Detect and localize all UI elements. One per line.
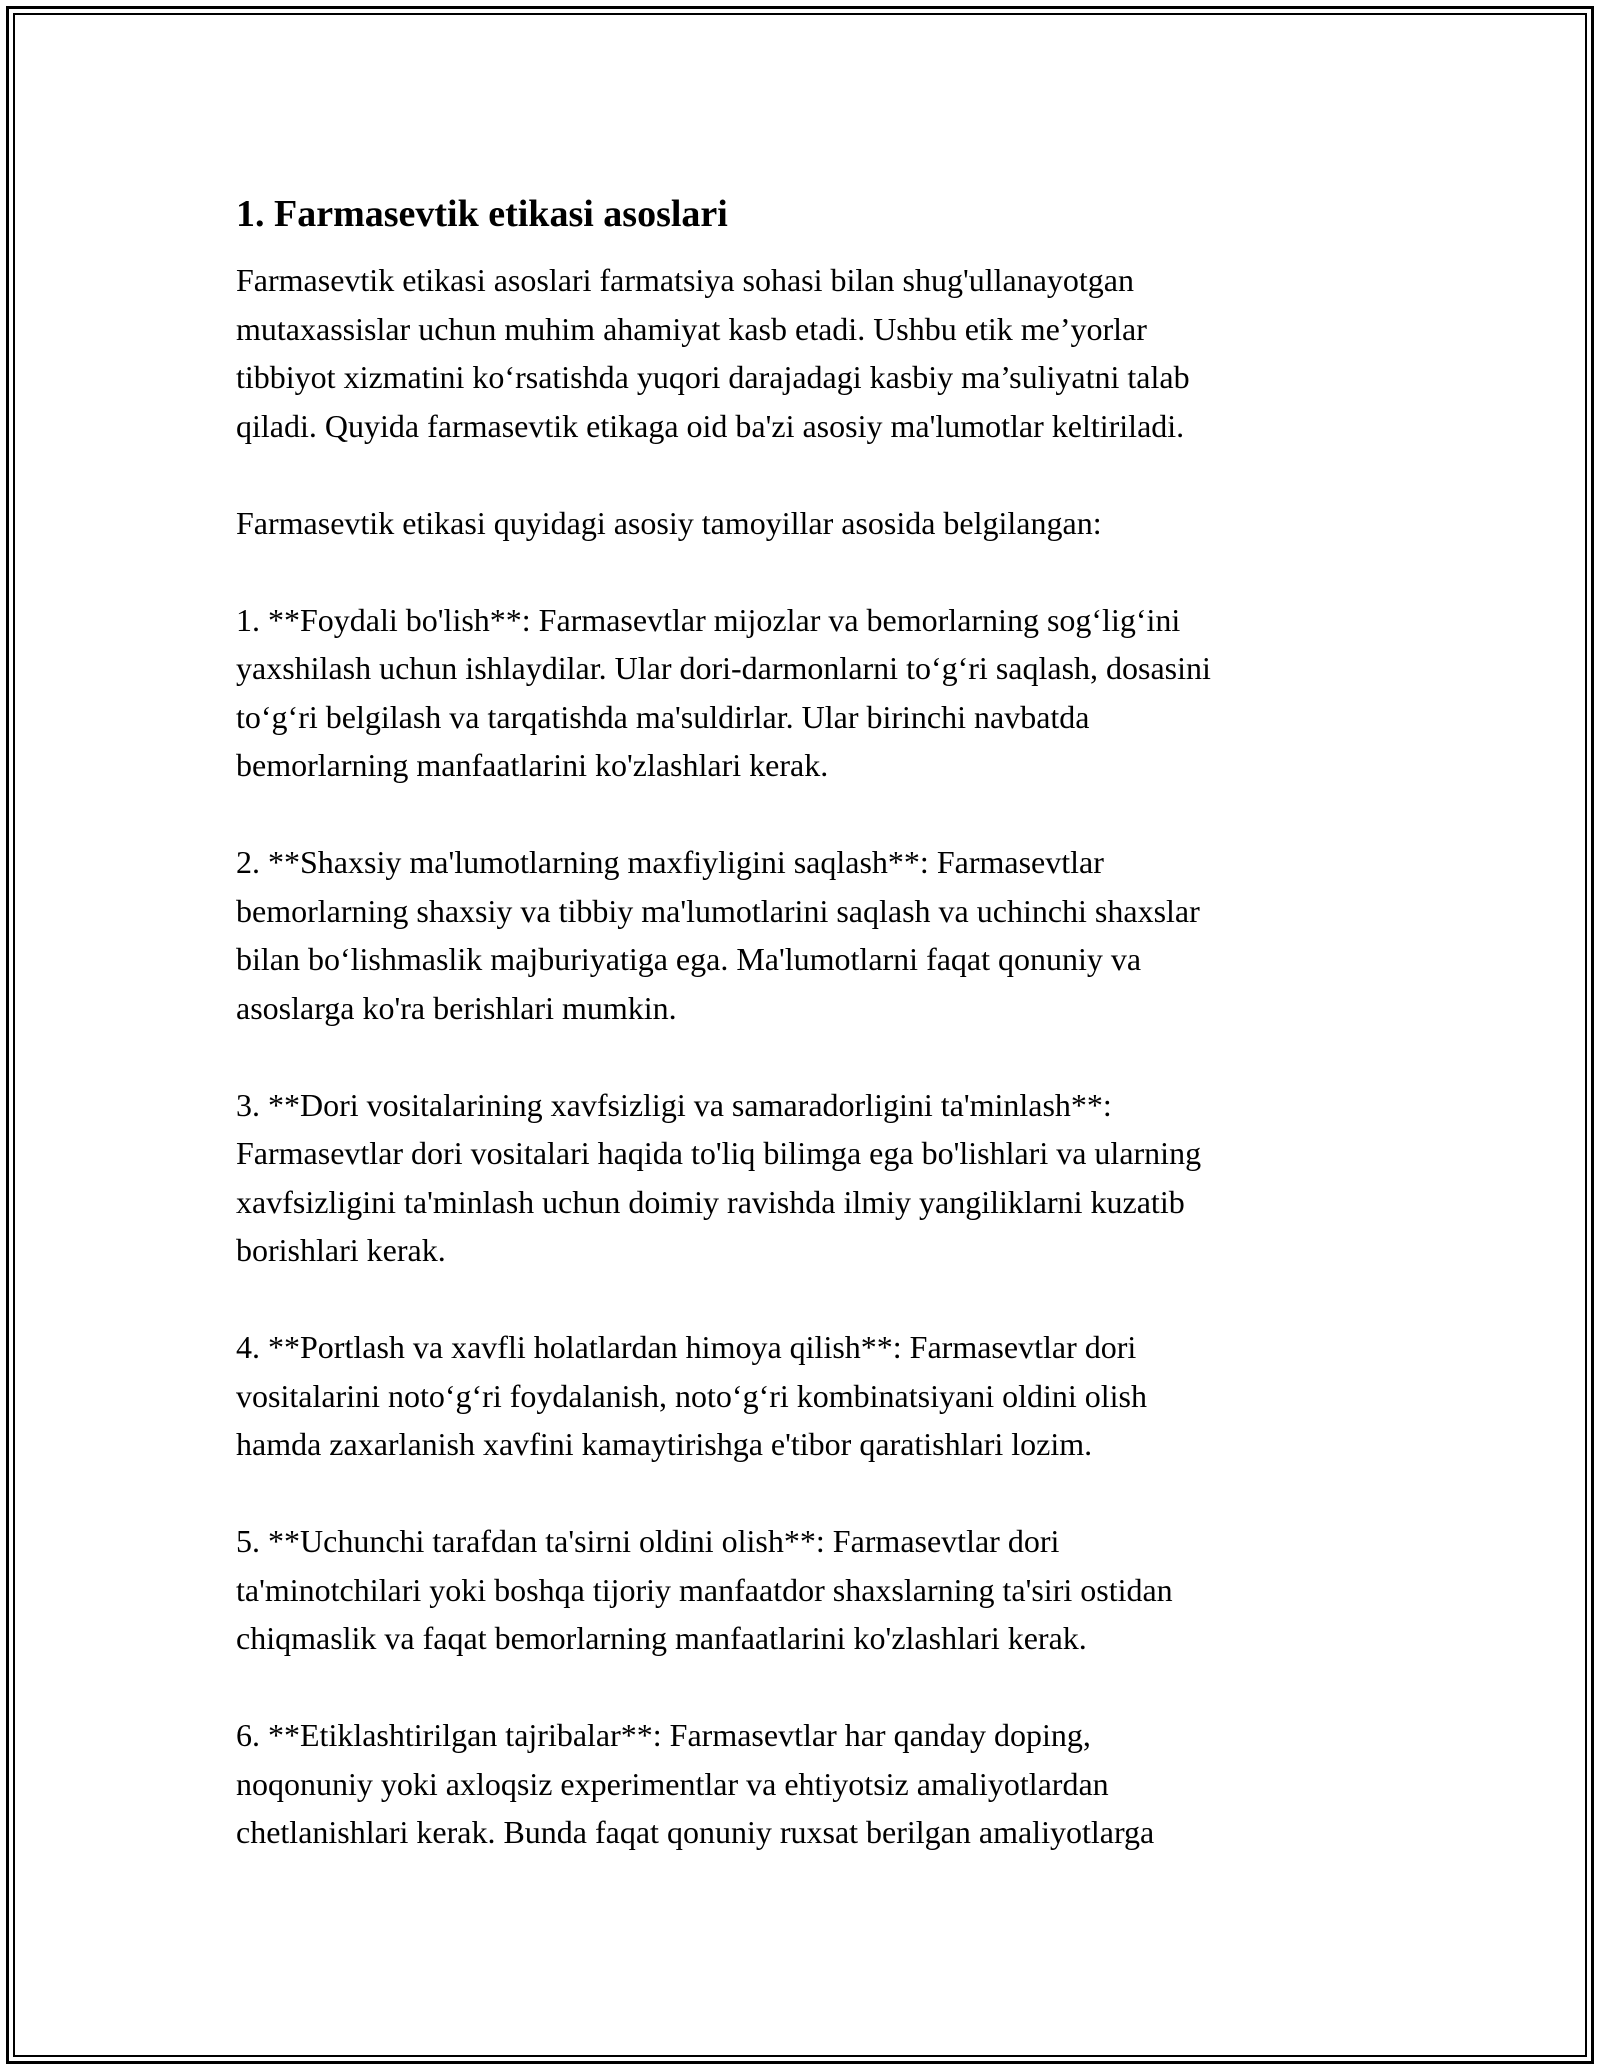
document-body: [236, 186, 1366, 1857]
principle-5-paragraph: 5. **Uchunchi tarafdan ta'sirni oldini olish**: Farmasevtlar dori ta'minotchilari yoki boshqa tijoriy manfaatdor shaxslarning ta'siri ostidan chiqmaslik va faqat bemorlarning manfaatlarini ko'zlashlari kerak.: [236, 1523, 1173, 1656]
principles-lead-paragraph: Farmasevtik etikasi quyidagi asosiy tamoyillar asosida belgilangan:: [236, 504, 1102, 541]
principle-6-paragraph: 6. **Etiklashtirilgan tajribalar**: Farmasevtlar har qanday doping, noqonuniy yoki axloqsiz experimentlar va ehtiyotsiz amaliyotlardan chetlanishlari kerak. Bunda faqat qonuniy ruxsat berilgan amaliyotlarga: [236, 1717, 1155, 1850]
intro-paragraph: Farmasevtik etikasi asoslari farmatsiya sohasi bilan shug'ullanayotgan mutaxassislar uchun muhim ahamiyat kasb etadi. Ushbu etik me’yorlar tibbiyot xizmatini ko‘rsatishda yuqori darajadagi kasbiy ma’suliyatni talab qiladi. Quyida farmasevtik etikaga oid ba'zi asosiy ma'lumotlar keltiriladi.: [236, 262, 1190, 444]
principle-2-paragraph: 2. **Shaxsiy ma'lumotlarning maxfiyligini saqlash**: Farmasevtlar bemorlarning shaxsiy va tibbiy ma'lumotlarini saqlash va uchinchi shaxslar bilan bo‘lishmaslik majburiyatiga ega. Ma'lumotlarni faqat qonuniy va asoslarga ko'ra berishlari mumkin.: [236, 844, 1200, 1026]
principle-4-paragraph: 4. **Portlash va xavfli holatlardan himoya qilish**: Farmasevtlar dori vositalarini noto‘g‘ri foydalanish, noto‘g‘ri kombinatsiyani oldini olish hamda zaxarlanish xavfini kamaytirishga e'tibor qaratishlari lozim.: [236, 1329, 1147, 1462]
principle-3-paragraph: 3. **Dori vositalarining xavfsizligi va samaradorligini ta'minlash**: Farmasevtlar dori vositalari haqida to'liq bilimga ega bo'lishlari va ularning xavfsizligini ta'minlash uchun doimiy ravishda ilmiy yangiliklarni kuzatib borishlari kerak.: [236, 1086, 1202, 1268]
principle-1-paragraph: 1. **Foydali bo'lish**: Farmasevtlar mijozlar va bemorlarning sog‘lig‘ini yaxshilash uchun ishlaydilar. Ular dori-darmonlarni to‘g‘ri saqlash, dosasini to‘g‘ri belgilash va tarqatishda ma'suldirlar. Ular birinchi navbatda bemorlarning manfaatlarini ko'zlashlari kerak.: [236, 601, 1211, 783]
section-heading: 1. Farmasevtik etikasi asoslari: [236, 193, 728, 235]
